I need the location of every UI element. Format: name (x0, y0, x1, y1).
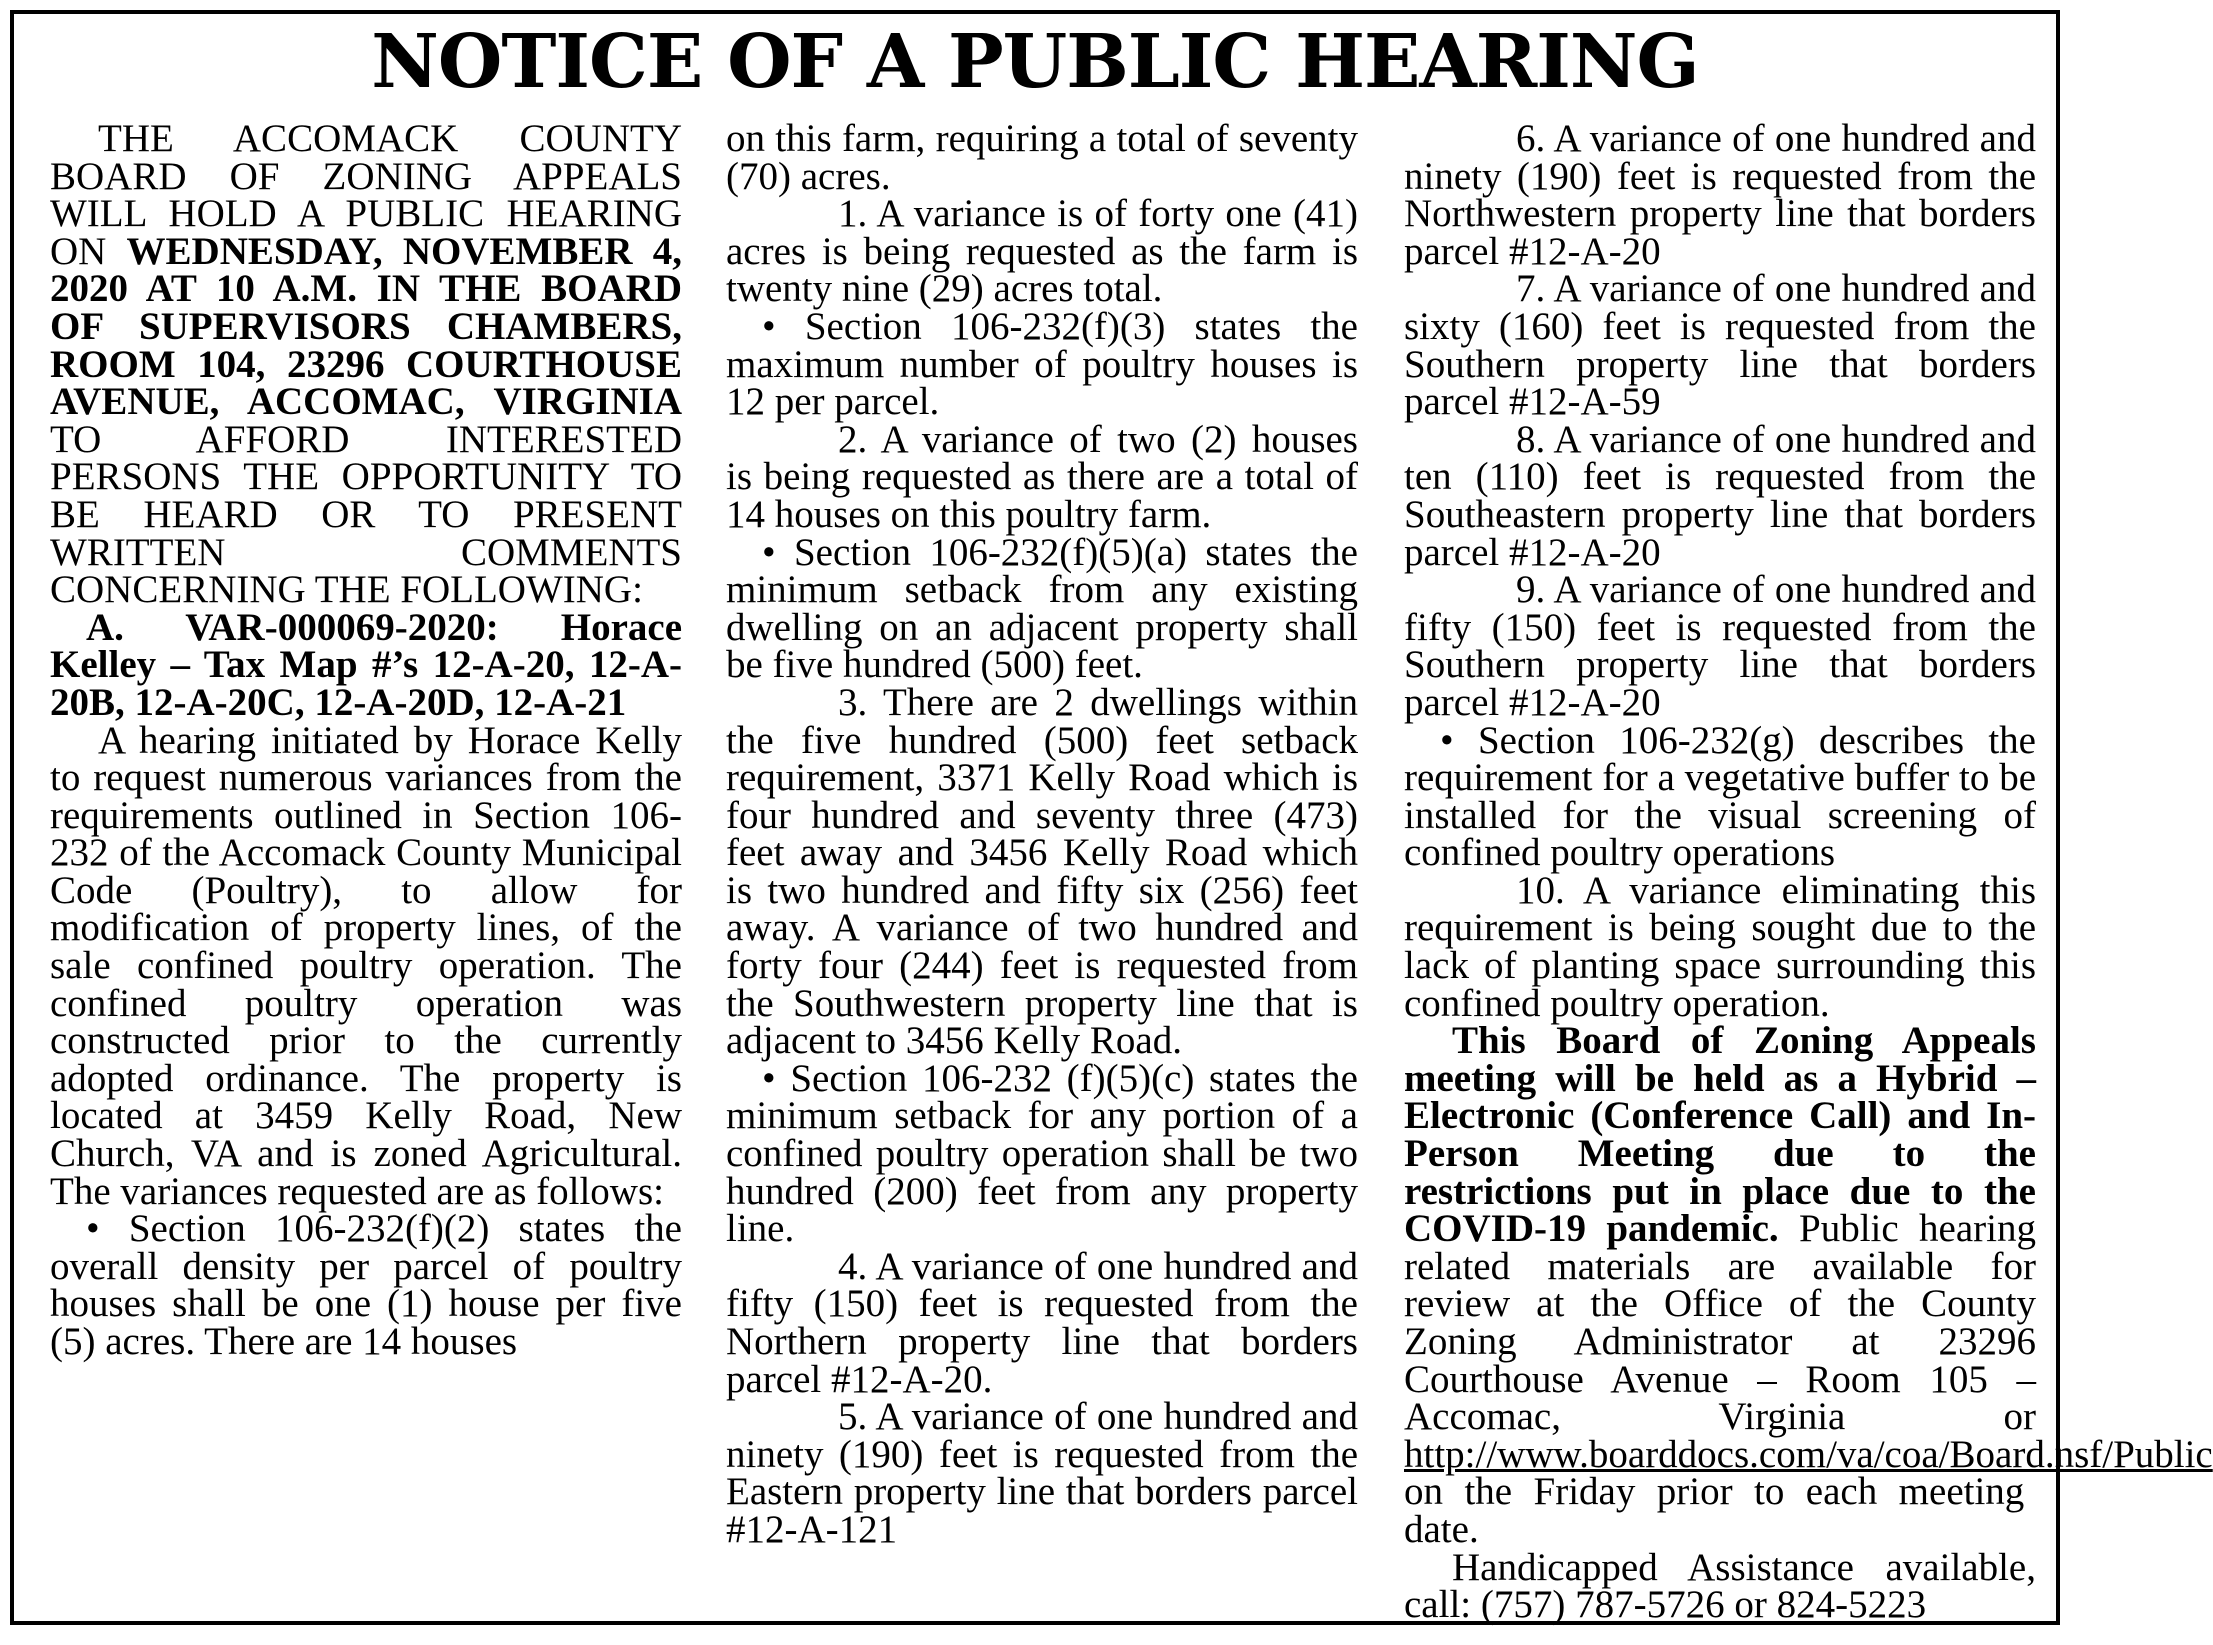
handicapped-assistance: Handicapped Assistance available, call: (757) 787-5726 or 824-5223 (1404, 1545, 2036, 1627)
boarddocs-link[interactable]: http://www.boarddocs.com/va/coa/Board.nsf/Public (1404, 1432, 2213, 1476)
case-description: A hearing initiated by Horace Kelly to request numerous variances from the requirements outlined in Section 106-232 of the Accomack County Municipal Code (Poultry), to allow for modification of property lines, of the sale confined poultry operation. The confined poultry operation was constructed prior to the currently adopted ordinance. The property is located at 3459 Kelly Road, New Church, VA and is zoned Agricultural. The variances requested are as follows: (50, 718, 682, 1213)
case-heading: A. VAR-000069-2020: Horace Kelley – Tax Map #’s 12-A-20, 12-A-20B, 12-A-20C, 12-A-20D, 12-A-21 (50, 605, 682, 724)
intro-text: THE ACCOMACK COUNTY BOARD OF ZONING APPEALS WILL HOLD A PUBLIC HEARING ON (50, 117, 682, 273)
hearing-date-location: WEDNESDAY, NOVEMBER 4, 2020 AT 10 A.M. IN THE BOARD OF SUPERVISORS CHAMBERS, ROOM 104, 23296 COURTHOUSE AVENUE, ACCOMAC, VIRGINIA (50, 229, 682, 424)
variance-item-7: 7. A variance of one hundred and sixty (160) feet is requested from the Southern property line that borders parcel #12-A-59 (1404, 267, 2036, 424)
bullet-vegetative-buffer: • Section 106-232(g) describes the requirement for a vegetative buffer to be installed for the visual screening of confined poultry operations (1404, 718, 2036, 875)
variance-item-1: 1. A variance is of forty one (41) acres is being requested as the farm is twenty nine (29) acres total. (726, 192, 1358, 311)
bullet-dwelling-setback: • Section 106-232(f)(5)(a) states the minimum setback from any existing dwelling on an adjacent property shall be five hundred (500) feet. (726, 530, 1358, 687)
public-hearing-notice (10, 10, 2213, 1627)
variance-item-4: 4. A variance of one hundred and fifty (150) feet is requested from the Northern property line that borders parcel #12-A-20. (726, 1244, 1358, 1401)
variance-item-2: 2. A variance of two (2) houses is being requested as there are a total of 14 houses on this poultry farm. (726, 417, 1358, 536)
bullet-property-line-setback: • Section 106-232 (f)(5)(c) states the minimum setback for any portion of a confined poultry operation shall be two hundred (200) feet from any property line. (726, 1056, 1358, 1251)
bullet-density: • Section 106-232(f)(2) states the overall density per parcel of poultry houses shall be one (1) house per five (5) acres. There are 14 houses (50, 1207, 682, 1363)
variance-item-10: 10. A variance eliminating this requirement is being sought due to the lack of planting space surrounding this confined poultry operation. (1404, 868, 2036, 1025)
bullet-max-houses: • Section 106-232(f)(3) states the maximum number of poultry houses is 12 per parcel. (726, 304, 1358, 424)
variance-item-8: 8. A variance of one hundred and ten (110) feet is requested from the Southeastern property line that borders parcel #12-A-20 (1404, 417, 2036, 574)
hybrid-meeting-notice: This Board of Zoning Appeals meeting will be held as a Hybrid – Electronic (Conference Call) and In-Person Meeting due to the restrictions put in place due to the COVID-19 pandemic. (1404, 1019, 2036, 1251)
column-3 (1404, 117, 2213, 1627)
intro-text-end: TO AFFORD INTERESTED PERSONS THE OPPORTUNITY TO BE HEARD OR TO PRESENT WRITTEN COMMENTS CONCERNING THE FOLLOWING: (50, 417, 682, 612)
intro-paragraph (50, 117, 682, 612)
meeting-info-paragraph (1404, 1019, 2213, 1551)
column-1 (50, 117, 682, 1363)
materials-text-end: on the Friday prior to each meeting date. (1404, 1470, 2025, 1551)
column-2 (726, 117, 1358, 1551)
notice-title: NOTICE OF A PUBLIC HEARING (371, 19, 1699, 105)
variance-item-5: 5. A variance of one hundred and ninety (190) feet is requested from the Eastern property line that borders parcel #12-A-121 (726, 1395, 1358, 1551)
variance-item-6: 6. A variance of one hundred and ninety (190) feet is requested from the Northwestern property line that borders parcel #12-A-20 (1404, 117, 2036, 273)
variance-item-9: 9. A variance of one hundred and fifty (150) feet is requested from the Southern property line that borders parcel #12-A-20 (1404, 568, 2036, 724)
variance-item-3: 3. There are 2 dwellings within the five hundred (500) feet setback requirement, 3371 Kelly Road which is four hundred and seventy three (473) feet away and 3456 Kelly Road which is two hundred and fifty six (256) feet away. A variance of two hundred and forty four (244) feet is requested from the Southwestern property line that is adjacent to 3456 Kelly Road. (726, 680, 1358, 1063)
materials-text: Public hearing related materials are available for review at the Office of the County Zoning Administrator at 23296 Courthouse Avenue – Room 105 – Accomac, Virginia or (1404, 1207, 2036, 1439)
continued-text: on this farm, requiring a total of seventy (70) acres. (726, 117, 1358, 198)
